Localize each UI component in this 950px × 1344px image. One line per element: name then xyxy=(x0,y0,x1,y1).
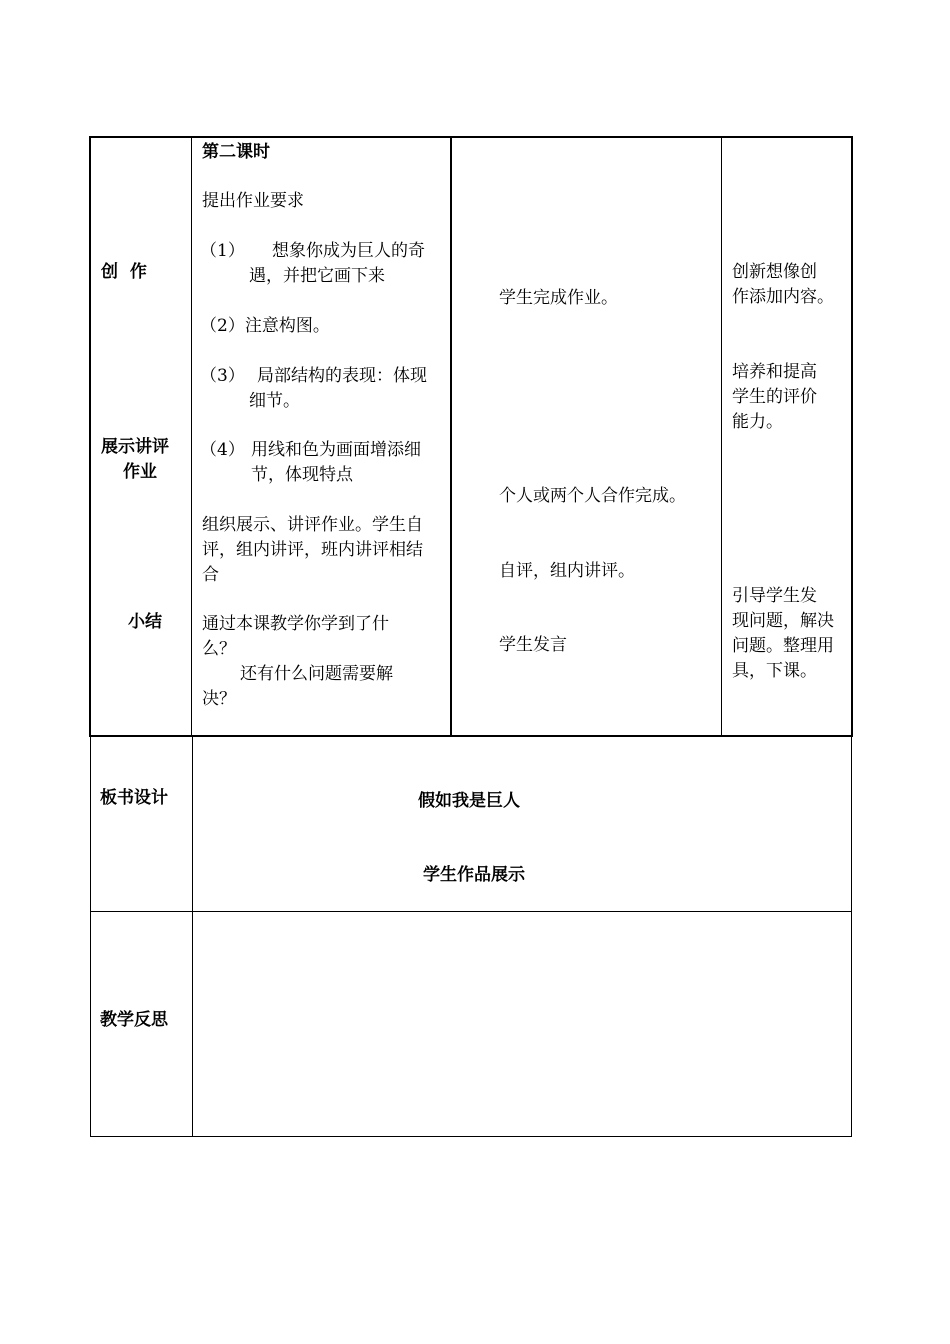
organize-line2: 评，组内讲评，班内讲评相结 xyxy=(202,540,423,560)
summary-line2: 么？ xyxy=(202,639,236,659)
stage-label-show-line1: 展示讲评 xyxy=(101,437,169,457)
intent-p1-line2: 作添加内容。 xyxy=(732,287,834,307)
intent-p2-line2: 学生的评价 xyxy=(732,387,817,407)
summary-line3: 还有什么问题需要解 xyxy=(240,664,393,684)
intent-p3-line3: 问题。整理用 xyxy=(732,636,834,656)
student-self-eval: 自评，组内讲评。 xyxy=(499,561,635,581)
organize-line1: 组织展示、讲评作业。学生自 xyxy=(202,515,423,535)
item2: （2）注意构图。 xyxy=(200,316,330,336)
table-bottom-border xyxy=(90,1136,852,1137)
col-divider-1 xyxy=(191,136,192,737)
board-design-label: 板书设计 xyxy=(100,788,168,808)
reflection-label: 教学反思 xyxy=(100,1010,168,1030)
left-border-bottom xyxy=(90,737,91,1137)
item4-line2: 节，体现特点 xyxy=(251,465,353,485)
reflection-content-area xyxy=(193,912,851,1136)
item1-line2: 遇，并把它画下来 xyxy=(249,266,385,286)
intent-p3-line2: 现问题，解决 xyxy=(732,611,834,631)
right-border-top xyxy=(851,136,853,737)
item3-line1: 局部结构的表现：体现 xyxy=(257,366,427,386)
col-divider-2 xyxy=(450,136,452,737)
col-divider-3 xyxy=(721,136,722,737)
item1-number: （1） xyxy=(200,241,245,261)
summary-line4: 决？ xyxy=(202,689,236,709)
board-design-subtitle: 学生作品展示 xyxy=(423,865,525,885)
item4-line1: 用线和色为画面增添细 xyxy=(251,440,421,460)
student-cooperate: 个人或两个人合作完成。 xyxy=(499,486,686,506)
intent-p2-line1: 培养和提高 xyxy=(732,362,817,382)
lesson-title: 第二课时 xyxy=(202,142,270,162)
intent-p2-line3: 能力。 xyxy=(732,412,783,432)
board-design-title: 假如我是巨人 xyxy=(418,791,520,811)
intent-p1-line1: 创新想像创 xyxy=(732,262,817,282)
item1-line1: 想象你成为巨人的奇 xyxy=(272,241,425,261)
top-section-bottom-border xyxy=(89,735,853,737)
stage-label-show-line2: 作业 xyxy=(123,462,157,482)
left-border-top xyxy=(89,136,91,737)
intent-p3-line1: 引导学生发 xyxy=(732,586,817,606)
organize-line3: 合 xyxy=(202,565,219,585)
stage-label-create: 创 作 xyxy=(101,262,147,282)
right-border-bottom xyxy=(851,737,852,1137)
summary-line1: 通过本课教学你学到了什 xyxy=(202,614,389,634)
item3-line2: 细节。 xyxy=(249,391,300,411)
stage-label-summary: 小结 xyxy=(128,612,162,632)
student-speak: 学生发言 xyxy=(499,635,567,655)
requirements-heading: 提出作业要求 xyxy=(202,191,304,211)
item4-number: （4） xyxy=(200,440,245,460)
item3-number: （3） xyxy=(200,366,245,386)
top-border xyxy=(89,136,853,138)
student-complete: 学生完成作业。 xyxy=(499,288,618,308)
intent-p3-line4: 具，下课。 xyxy=(732,661,817,681)
